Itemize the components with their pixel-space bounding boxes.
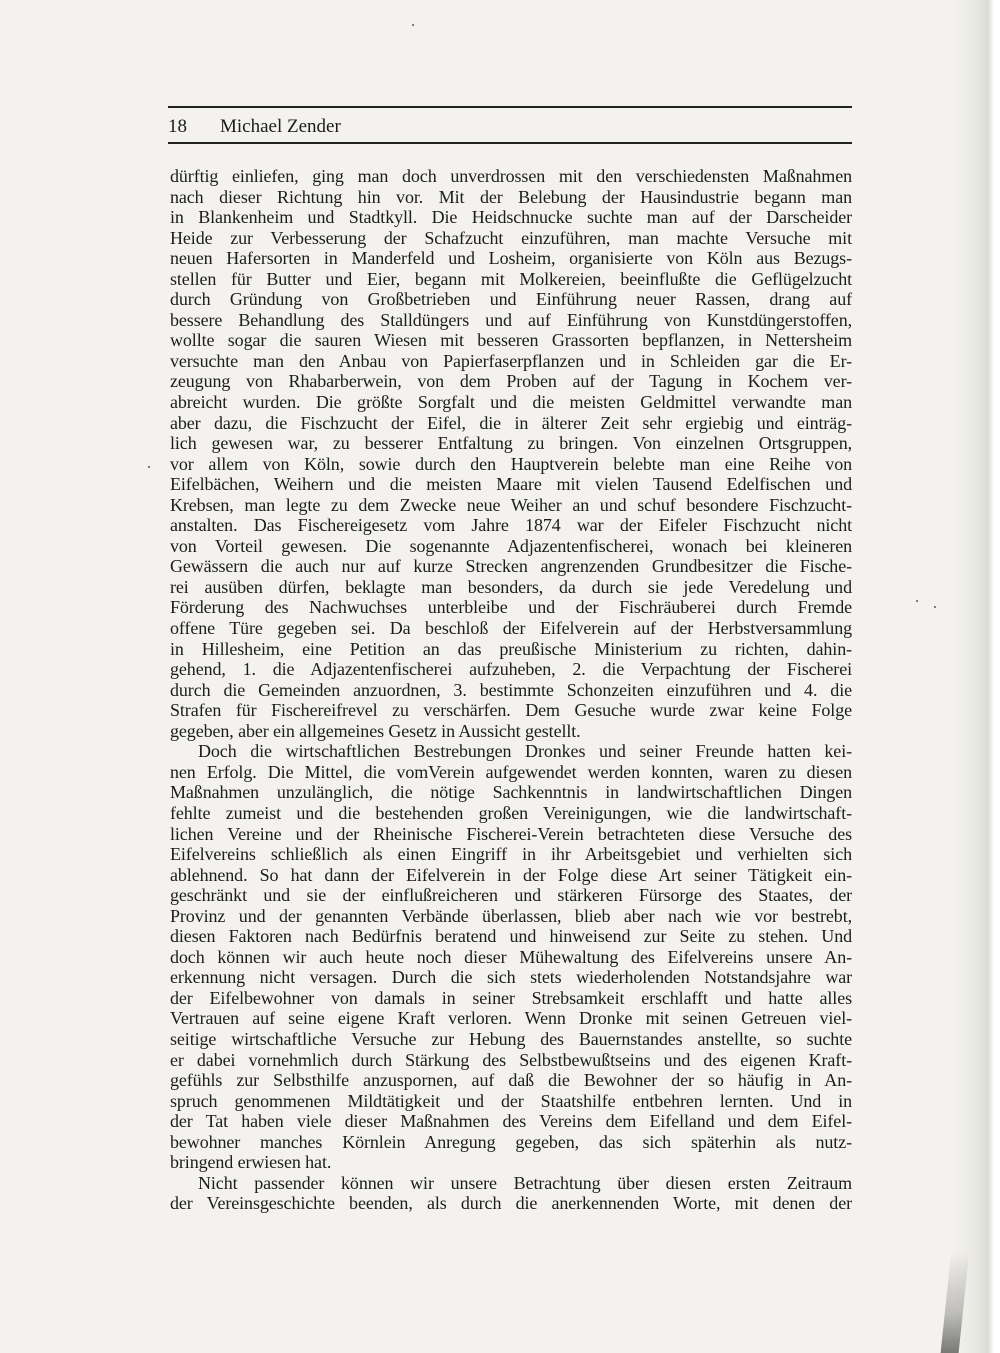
text-line: gefühls zur Selbsthilfe anzuspornen, auf daß die Bewohner der so häufig in An- [170, 1070, 852, 1091]
text-line: dürftig einliefen, ging man doch unverdrossen mit den verschiedensten Maßnahmen [170, 166, 852, 186]
text-line: anstalten. Das Fischereigesetz vom Jahre 1874 war der Eifeler Fischzucht nicht [170, 515, 852, 536]
text-line: Eifelvereins schließlich als einen Eingriff in ihr Arbeitsgebiet und verhielten sich [170, 844, 852, 865]
header-rule-top [168, 106, 852, 108]
running-head-author: Michael Zender [220, 116, 341, 137]
text-line: Förderung des Nachwuchses unterbleibe und der Fischräuberei durch Fremde [170, 597, 852, 618]
page-edge [954, 0, 1000, 1353]
text-line: Eifelbächen, Weihern und die meisten Maare mit vielen Tausend Edelfischen und [170, 474, 852, 495]
paper-speck [148, 466, 150, 468]
text-line: Vertrauen auf seine eigene Kraft verloren. Wenn Dronke mit seinen Getreuen viel- [170, 1008, 852, 1029]
paper-speck [916, 600, 918, 602]
running-head [168, 114, 852, 140]
page-number: 18 [168, 116, 187, 137]
text-line: nach dieser Richtung hin vor. Mit der Belebung der Hausindustrie begann man [170, 186, 852, 207]
text-line: bewohner manches Körnlein Anregung gegeben, das sich späterhin als nutz- [170, 1131, 852, 1152]
text-line: Gewässern die auch nur auf kurze Strecken angrenzenden Grundbesitzer die Fische- [170, 556, 852, 577]
text-line: stellen für Butter und Eier, begann mit Molkereien, beeinflußte die Geflügelzucht [170, 268, 852, 289]
paper-speck [412, 24, 414, 26]
text-line: fehlte zumeist und die bestehenden großen Vereinigungen, wie die landwirtschaft- [170, 802, 852, 823]
text-line: ablehnend. So hat dann der Eifelverein in der Folge diese Art seiner Tätigkeit ein- [170, 864, 852, 885]
text-line: aber dazu, die Fischzucht der Eifel, die in älterer Zeit sehr ergiebig und einträg- [170, 412, 852, 433]
text-line: er dabei vornehmlich durch Stärkung des Selbstbewußtseins und des eigenen Kraft- [170, 1049, 852, 1070]
text-line: von Vorteil gewesen. Die sogenannte Adjazentenfischerei, wonach bei kleineren [170, 535, 852, 556]
paragraph-end-line: bringend erwiesen hat. [170, 1152, 332, 1173]
text-line: durch die Gemeinden anzuordnen, 3. bestimmte Schonzeiten einzuführen und 4. die [170, 679, 852, 700]
text-line: bessere Behandlung des Stalldüngers und auf Einführung von Kunstdüngerstoffen, [170, 309, 852, 330]
text-line: rei ausüben dürfen, beklagte man besonders, da durch sie jede Veredelung und [170, 576, 852, 597]
text-line: der Eifelbewohner von damals in seiner Strebsamkeit erschlafft und hatte alles [170, 987, 852, 1008]
text-line: diesen Faktoren nach Bedürfnis beratend und hinweisend zur Seite zu stehen. Und [170, 926, 852, 947]
text-line: geschränkt und sie der einflußreicheren und stärkeren Fürsorge des Staates, der [170, 885, 852, 906]
text-line: neuen Hafersorten in Manderfeld und Losheim, organisierte von Köln aus Bezugs- [170, 248, 852, 269]
text-line: doch können wir auch heute noch dieser Mühewaltung des Eifelvereins unsere An- [170, 946, 852, 967]
text-line: erkennung nicht versagen. Durch die sich stets wiederholenden Notstandsjahre war [170, 967, 852, 988]
text-line: Provinz und der genannten Verbände überlassen, blieb aber nach wie vor bestrebt, [170, 905, 852, 926]
text-line: seitige wirtschaftliche Versuche zur Hebung des Bauernstandes anstellte, so suchte [170, 1028, 852, 1049]
text-line: offene Türe gegeben sei. Da beschloß der Eifelverein auf der Herbstversammlung [170, 618, 852, 639]
text-line: zeugung von Rhabarberwein, von dem Proben auf der Tagung in Kochem ver- [170, 371, 852, 392]
text-line: der Tat haben viele dieser Maßnahmen des Vereins dem Eifelland und dem Eifel- [170, 1111, 852, 1132]
text-line: lich gewesen war, zu besserer Entfaltung zu bringen. Von einzelnen Ortsgruppen, [170, 433, 852, 454]
text-line: versuchte man den Anbau von Papierfaserpflanzen und in Schleiden gar die Er- [170, 350, 852, 371]
text-line: Strafen für Fischereifrevel zu verschärfen. Dem Gesuche wurde zwar keine Folge [170, 700, 852, 721]
text-line: gehend, 1. die Adjazentenfischerei aufzuheben, 2. die Verpachtung der Fischerei [170, 659, 852, 680]
text-line: Krebsen, man legte zu dem Zwecke neue Weiher an und schuf besondere Fischzucht- [170, 494, 852, 515]
text-line: in Hillesheim, eine Petition an das preußische Ministerium zu richten, dahin- [170, 638, 852, 659]
text-line: in Blankenheim und Stadtkyll. Die Heidschnucke suchte man auf der Darscheider [170, 207, 852, 228]
text-line: Heide zur Verbesserung der Schafzucht einzuführen, man machte Versuche mit [170, 227, 852, 248]
header-rule-bottom [168, 142, 852, 144]
text-line: spruch genommenen Mildtätigkeit und der Staatshilfe entbehren lernten. Und in [170, 1090, 852, 1111]
text-line: lichen Vereine und der Rheinische Fischerei-Verein betrachteten diese Versuche des [170, 823, 852, 844]
paper-speck [934, 606, 936, 608]
text-line: durch Gründung von Großbetrieben und Einführung neuer Rassen, drang auf [170, 289, 852, 310]
text-line: der Vereinsgeschichte beenden, als durch die anerkennenden Worte, mit denen der [170, 1193, 852, 1214]
text-line: vor allem von Köln, sowie durch den Hauptverein belebte man eine Reihe von [170, 453, 852, 474]
text-line: wollte sogar die sauren Wiesen mit besseren Grassorten bepflanzen, in Nettersheim [170, 330, 852, 351]
text-line: Maßnahmen unzulänglich, die nötige Sachkenntnis in landwirtschaftlichen Dingen [170, 782, 852, 803]
body-text [170, 166, 852, 1214]
paragraph-start-line: Doch die wirtschaftlichen Bestrebungen Dronkes und seiner Freunde hatten kei- [198, 741, 852, 762]
paragraph-end-line: gegeben, aber ein allgemeines Gesetz in Aussicht gestellt. [170, 720, 581, 741]
text-line: abreicht wurden. Die größte Sorgfalt und die meisten Geldmittel verwandte man [170, 392, 852, 413]
text-line: nen Erfolg. Die Mittel, die vomVerein aufgewendet werden konnten, waren zu diesen [170, 761, 852, 782]
paragraph-start-line: Nicht passender können wir unsere Betrachtung über diesen ersten Zeitraum [198, 1172, 852, 1193]
